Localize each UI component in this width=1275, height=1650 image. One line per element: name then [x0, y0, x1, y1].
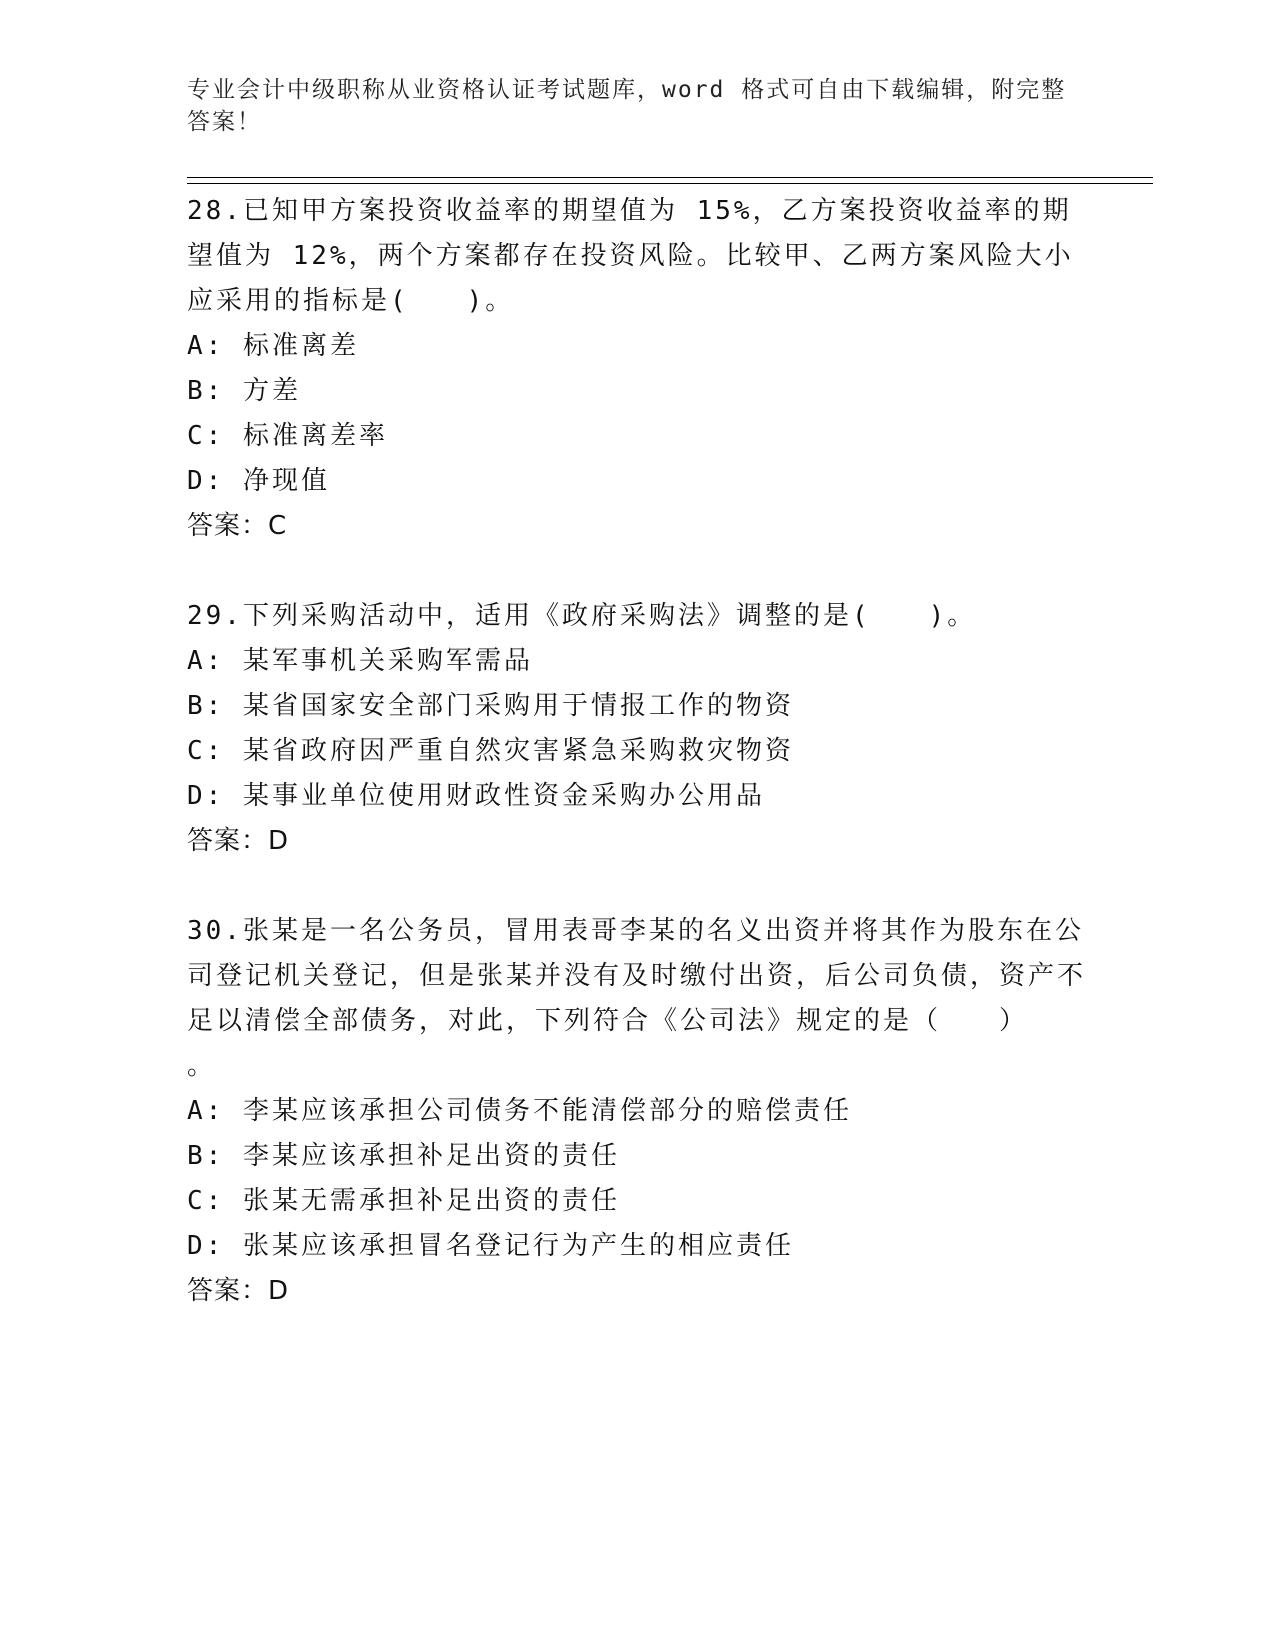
answer: 答案：C	[187, 511, 288, 541]
question-stem: 30.张某是一名公务员，冒用表哥李某的名义出资并将其作为股东在公司登记机关登记，但是张某并没有及时缴付出资，后公司负债，资产不足以清偿全部债务，对此，下列符合《公司法》规定的是（ ）	[187, 916, 1087, 1036]
question-list	[187, 189, 1087, 1359]
option-d: D: 某事业单位使用财政性资金采购办公用品	[187, 781, 765, 811]
question-stem-tail: 。	[187, 1051, 214, 1081]
option-a: A: 某军事机关采购军需品	[187, 646, 533, 676]
option-c: C: 张某无需承担补足出资的责任	[187, 1186, 620, 1216]
option-b: B: 李某应该承担补足出资的责任	[187, 1141, 620, 1171]
option-d: D: 张某应该承担冒名登记行为产生的相应责任	[187, 1231, 794, 1261]
answer: 答案：D	[187, 1276, 290, 1306]
option-d: D: 净现值	[187, 466, 330, 496]
question-stem: 28.已知甲方案投资收益率的期望值为 15%，乙方案投资收益率的期望值为 12%，两个方案都存在投资风险。比较甲、乙两方案风险大小应采用的指标是( )。	[187, 196, 1074, 316]
option-c: C: 某省政府因严重自然灾害紧急采购救灾物资	[187, 736, 794, 766]
option-a: A: 标准离差	[187, 331, 359, 361]
question-30	[187, 909, 1087, 1314]
option-c: C: 标准离差率	[187, 421, 388, 451]
header-rule-top	[187, 177, 1153, 178]
option-a: A: 李某应该承担公司债务不能清偿部分的赔偿责任	[187, 1096, 852, 1126]
option-b: B: 某省国家安全部门采购用于情报工作的物资	[187, 691, 794, 721]
answer: 答案：D	[187, 826, 290, 856]
option-b: B: 方差	[187, 376, 301, 406]
question-28	[187, 189, 1087, 549]
document-header: 专业会计中级职称从业资格认证考试题库，word 格式可自由下载编辑，附完整答案！	[187, 77, 1067, 135]
question-stem: 29.下列采购活动中，适用《政府采购法》调整的是( )。	[187, 601, 977, 631]
question-29	[187, 594, 1087, 864]
header-rule-bottom	[187, 183, 1153, 184]
